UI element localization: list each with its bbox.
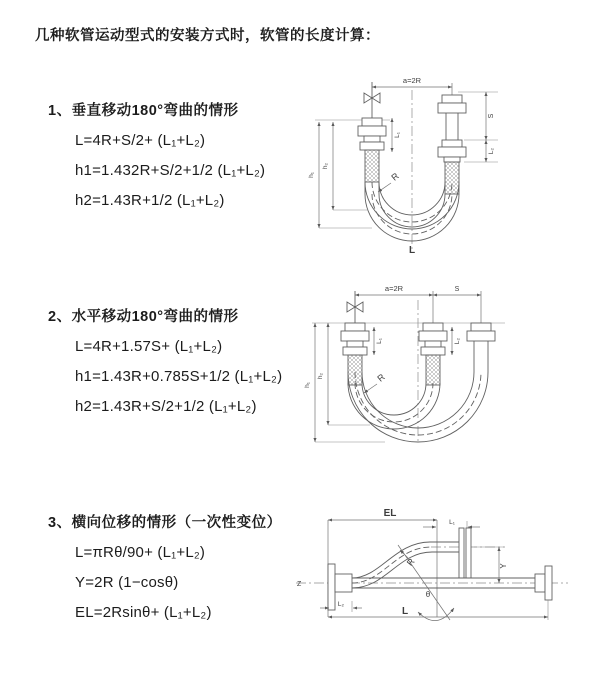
valve-icon <box>364 82 380 118</box>
formula-line: h2=1.43R+S/2+1/2 (L₁+L₂) <box>75 398 257 415</box>
radius-label: R <box>389 170 401 183</box>
right-pipe-fittings <box>438 95 466 162</box>
formula-line: EL=2Rsinθ+ (L₁+L₂) <box>75 604 212 621</box>
angle-label: θ <box>425 590 431 599</box>
braided-hose-section <box>426 355 440 385</box>
dim-label-h2: h₂ <box>322 162 329 170</box>
dim-label-l2: L₂ <box>337 601 345 608</box>
formula-line: h1=1.432R+S/2+1/2 (L₁+L₂) <box>75 162 266 179</box>
formula-line: L=4R+S/2+ (L₁+L₂) <box>75 132 206 149</box>
section-2-heading: 2、水平移动180°弯曲的情形 <box>48 309 239 325</box>
formula-line: L=πRθ/90+ (L₁+L₂) <box>75 544 206 561</box>
dim-label-l1: L₁ <box>449 519 455 526</box>
top-right-flange <box>459 528 471 578</box>
section-1 <box>48 100 265 216</box>
dim-label-l1: L₁ <box>376 338 383 344</box>
dim-label-h1: h₁ <box>304 382 311 388</box>
page-title: 几种软管运动型式的安装方式时，软管的长度计算： <box>35 28 380 44</box>
section-2 <box>48 306 282 422</box>
vertical-180-bend-diagram <box>300 72 570 262</box>
hose-displaced-position <box>352 542 459 588</box>
dim-label-a2r: a=2R <box>384 284 404 293</box>
dim-label-el: EL <box>383 508 397 519</box>
valve-icon <box>347 291 363 323</box>
section-3-heading: 3、横向位移的情形（一次性变位） <box>48 515 282 531</box>
dim-label-l1: L₁ <box>394 132 401 138</box>
middle-flange-fitting <box>419 323 447 355</box>
dim-label-h1: h₁ <box>308 172 315 178</box>
right-flange-fitting <box>467 323 495 372</box>
dim-label-a2r: a=2R <box>402 76 422 85</box>
dim-label-s: S <box>488 113 495 119</box>
left-flange-fitting <box>341 323 369 355</box>
formula-line: Y=2R (1−cosθ) <box>75 574 179 591</box>
section-3 <box>48 512 282 628</box>
dim-label-y: Y <box>499 563 508 569</box>
formula-line: h1=1.43R+0.785S+1/2 (L₁+L₂) <box>75 368 283 385</box>
angle-arc <box>418 608 454 621</box>
dim-label-l2: L₂ <box>454 337 461 345</box>
length-label: L <box>408 245 416 256</box>
dim-label-l2: L₂ <box>488 147 495 155</box>
centerline-z-mark: Z <box>297 581 302 588</box>
length-label: L <box>401 606 409 617</box>
left-flange-fitting <box>358 118 386 150</box>
radius-label: R <box>404 556 417 568</box>
radius-label: R <box>375 371 387 384</box>
braided-hose-section <box>365 150 379 182</box>
braided-hose-section <box>348 355 362 385</box>
formula-line: L=4R+1.57S+ (L₁+L₂) <box>75 338 223 355</box>
dim-label-h2: h₂ <box>317 372 324 380</box>
braided-hose-section <box>445 162 459 194</box>
horizontal-180-bend-diagram <box>300 280 570 460</box>
section-1-heading: 1、垂直移动180°弯曲的情形 <box>48 103 239 119</box>
lateral-displacement-diagram <box>290 500 590 650</box>
right-flange <box>535 566 552 600</box>
formula-line: h2=1.43R+1/2 (L₁+L₂) <box>75 192 225 209</box>
dim-label-s: S <box>454 286 460 293</box>
